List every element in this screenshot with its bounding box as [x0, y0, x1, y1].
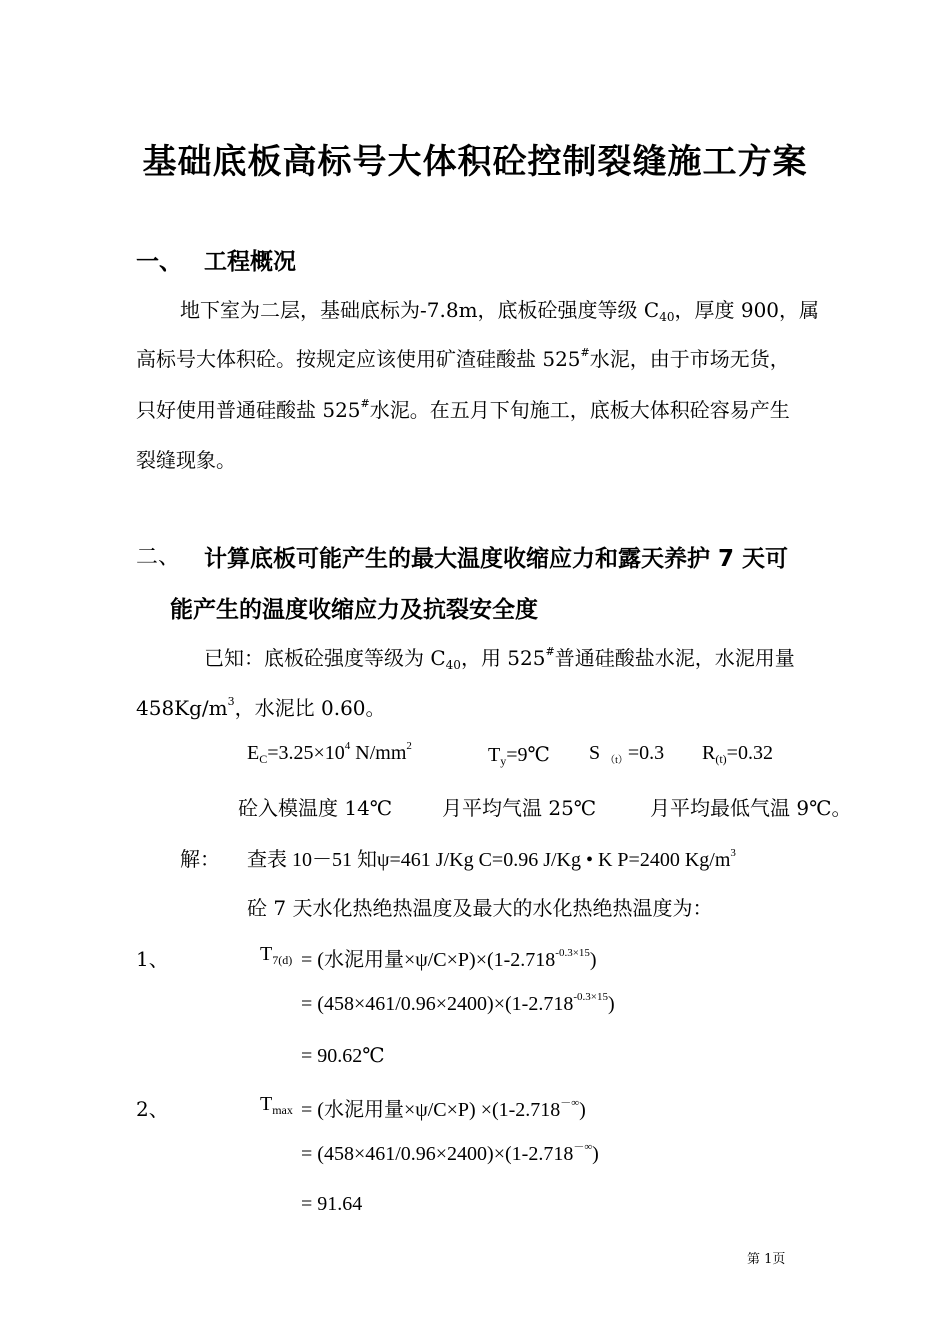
equation-1-line-1: = (水泥用量$\times\psi/C\times P)\times(1-2.718^{-0.3\times 15})$	[301, 947, 597, 971]
equation-1-result: = 90.62℃	[301, 1045, 385, 1067]
section-1-number: 一、	[136, 249, 182, 275]
equation-2-result: = 91.64	[301, 1193, 363, 1215]
solve-lookup: 查表 10－51 知ψ=461 J/Kg C=0.96 J/Kg • K P=2400 $Kg/m^3$	[247, 847, 736, 871]
equation-intro: 砼 7 天水化热绝热温度及最大的水化热绝热温度为：	[247, 896, 713, 920]
paragraph-line: 高标号大体积砼。按规定应该使用矿渣硅酸盐 525#水泥，由于市场无货，	[136, 346, 790, 371]
section-1-heading: 工程概况	[204, 249, 296, 275]
equation-1-lhs: $T_{7(d)}$	[260, 943, 293, 967]
param-ec: $E_C=3.25\times 10^4$ $N/mm^2$	[247, 740, 412, 766]
paragraph-line: 地下室为二层，基础底标为-7.8m，底板砼强度等级 $C_{40}$，厚度 900，属	[180, 298, 820, 324]
section-2-heading-line1: 计算底板可能产生的最大温度收缩应力和露天养护 7 天可	[204, 546, 789, 572]
equation-2-lhs: $T_{max}$	[260, 1093, 293, 1117]
equation-2-line-2: = (458×461/0.96×2400)×(1-2.718－∞)	[301, 1141, 599, 1165]
param-ty: $T_y=9℃$	[488, 744, 550, 768]
paragraph-line: 只好使用普通硅酸盐 525#水泥。在五月下旬施工，底板大体积砼容易产生	[136, 397, 790, 422]
document-title: 基础底板高标号大体积砼控制裂缝施工方案	[142, 142, 808, 182]
section-2-heading-line2: 能产生的温度收缩应力及抗裂安全度	[170, 597, 538, 623]
paragraph-line: 裂缝现象。	[136, 448, 236, 472]
equation-1-number: 1、	[136, 947, 169, 971]
temp-monthly-min: 月平均最低气温 9℃。	[650, 796, 852, 820]
equation-2-line-1: = (水泥用量×ψ/C×P) ×(1-2.718－∞)	[301, 1097, 586, 1121]
equation-2-number: 2、	[136, 1097, 169, 1121]
temp-monthly-avg: 月平均气温 25℃	[442, 796, 597, 820]
known-line-2: $458Kg/m^3$，水泥比 0.60。	[136, 695, 386, 720]
param-r: $R_{(t)}=0.32$	[702, 742, 773, 766]
equation-1-line-2: = $(458\times 461/0.96\times 2400)\times(1-2.718^{-0.3\times 15})$	[301, 991, 615, 1015]
solve-label: 解：	[180, 847, 220, 871]
page-number: 第 1页	[747, 1252, 786, 1267]
param-s: S $_{(t)}$=0.3	[589, 742, 665, 766]
section-2-number: 二、	[136, 545, 181, 570]
temp-pour: 砼入模温度 14℃	[238, 796, 393, 820]
known-line-1: 已知：底板砼强度等级为 $C_{40}$，用 525#普通硅酸盐水泥，水泥用量	[204, 645, 795, 672]
